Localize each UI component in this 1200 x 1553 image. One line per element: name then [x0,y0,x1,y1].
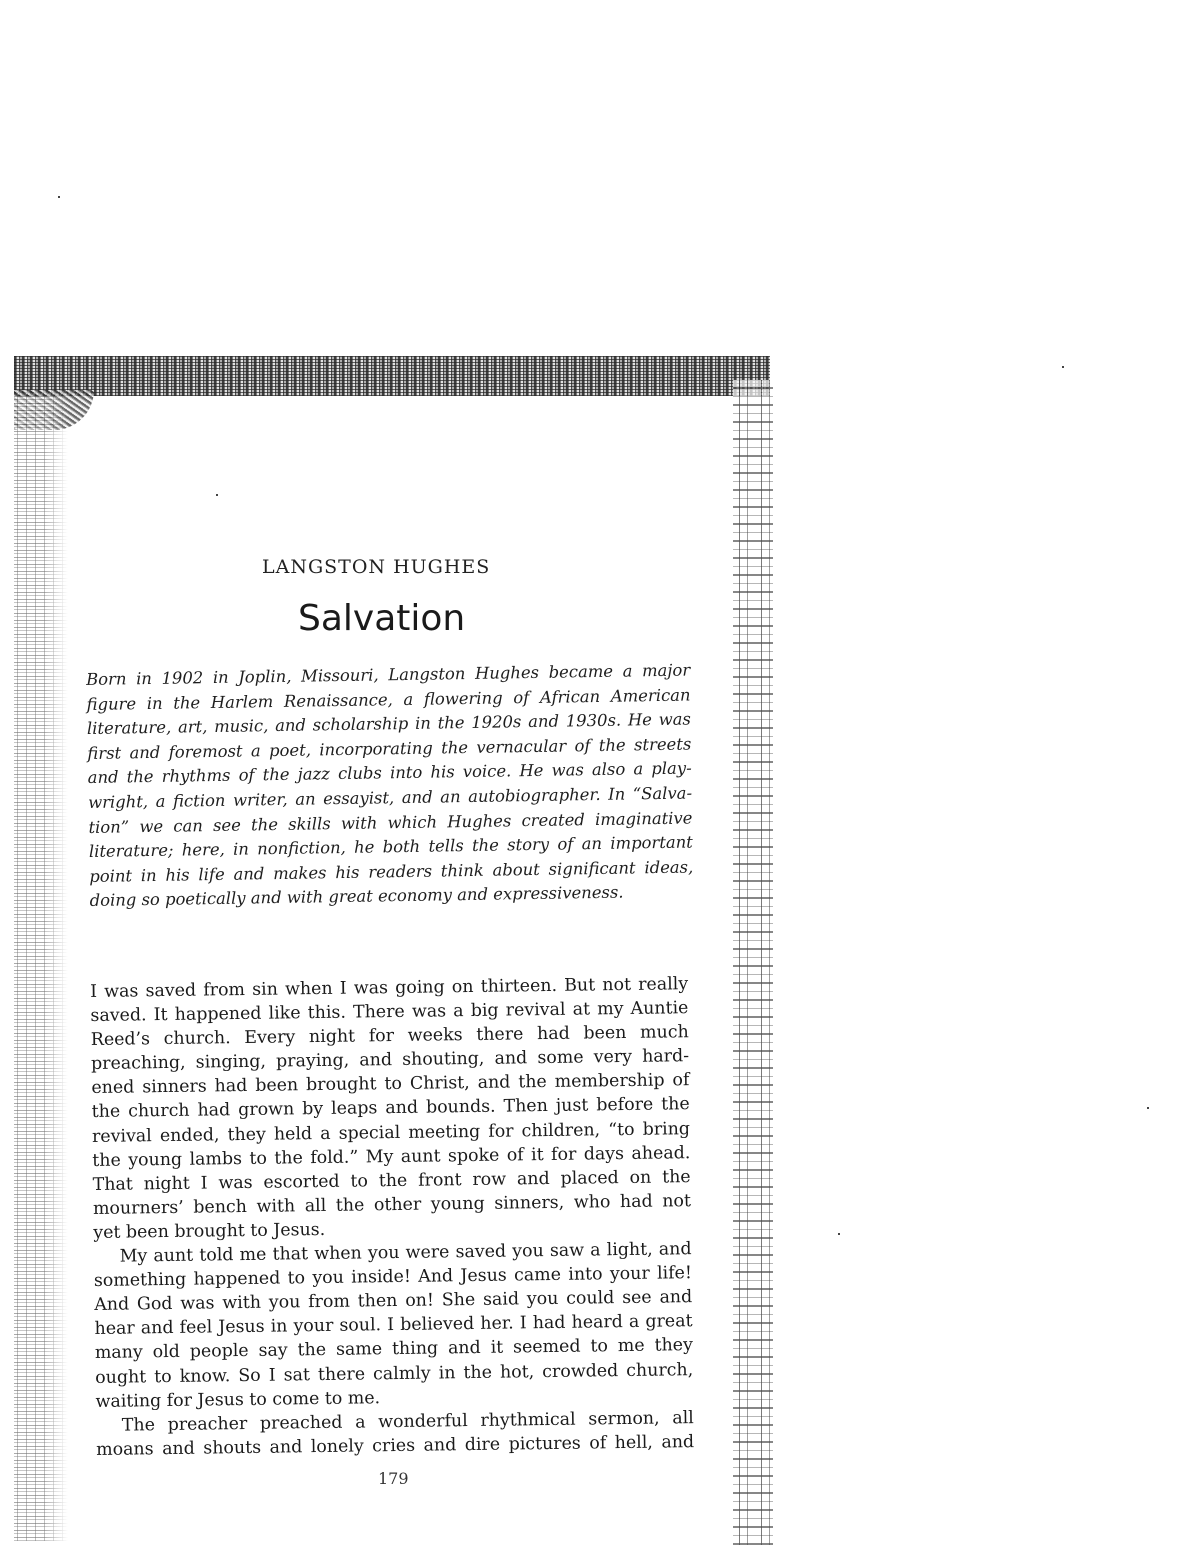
body-line: the church had grown by leaps and bounds. Then just before the [91,1094,690,1123]
body-line: something happened to you inside! And Jesus came into your life! [93,1263,693,1292]
headnote-line: point in his life and makes his readers think about significant ideas, [89,857,694,886]
headnote-line: figure in the Harlem Renaissance, a flowering of African American [86,685,691,714]
scan-edge-right [733,380,773,1545]
body-line: The preacher preached a wonderful rhythmical sermon, all [121,1407,694,1436]
body-line: My aunt told me that when you were saved you saw a light, and [119,1239,692,1267]
scan-speck [1147,1107,1149,1109]
body-line: And God was with you from then on! She said you could see and [94,1287,693,1316]
headnote-line: Born in 1902 in Joplin, Missouri, Langston Hughes became a major [86,660,691,689]
essay-title: Salvation [298,598,466,639]
body-line: preaching, singing, praying, and shouting, and some very hard- [90,1046,690,1075]
headnote-line: doing so poetically and with great economy and expressiveness. [89,882,624,911]
scan-edge-top [14,356,770,396]
body-line: many old people say the same thing and it seemed to me they [94,1335,693,1364]
headnote-line: wright, a fiction writer, an essayist, and an autobiographer. In “Salva- [87,783,693,812]
scan-speck [216,494,218,496]
body-line: Reed’s church. Every night for weeks there had been much [90,1022,689,1051]
scan-speck [838,1233,840,1235]
body-line: yet been brought to Jesus. [93,1219,326,1243]
headnote-line: first and foremost a poet, incorporating the vernacular of the streets [87,734,692,763]
page-number: 179 [378,1469,409,1488]
body-line: waiting for Jesus to come to me. [95,1387,381,1412]
scan-speck [1062,366,1064,368]
headnote-line: literature; here, in nonfiction, he both tells the story of an important [88,832,693,862]
paragraph [96,1406,695,1462]
author-headnote [86,659,694,914]
body-line: I was saved from sin when I was going on thirteen. But not really [90,974,689,1002]
body-line: That night I was escorted to the front row and placed on the [92,1166,691,1195]
body-line: ened sinners had been brought to Christ, and the membership of [91,1070,690,1099]
headnote-line: tion” we can see the skills with which Hughes created imaginative [88,808,693,837]
paragraph [93,1237,693,1413]
headnote-line: and the rhythms of the jazz clubs into his voice. He was also a play- [87,758,692,788]
headnote-line: literature, art, music, and scholarship in the 1920s and 1930s. He was [86,709,692,739]
scan-edge-left [14,396,68,1541]
body-line: the young lambs to the fold.” My aunt spoke of it for days ahead. [92,1142,691,1171]
body-line: revival ended, they held a special meeting for children, “to bring [91,1118,691,1147]
body-line: mourners’ bench with all the other young sinners, who had not [92,1190,692,1219]
paragraph [90,972,691,1245]
body-line: hear and feel Jesus in your soul. I believed her. I had heard a great [94,1311,693,1340]
author-name: LANGSTON HUGHES [262,556,491,578]
essay-body [90,972,694,1462]
body-line: moans and shouts and lonely cries and dire pictures of hell, and [96,1431,695,1460]
body-line: saved. It happened like this. There was a big revival at my Auntie [90,998,689,1027]
scan-speck [58,196,60,198]
body-line: ought to know. So I sat there calmly in the hot, crowded church, [95,1359,694,1388]
